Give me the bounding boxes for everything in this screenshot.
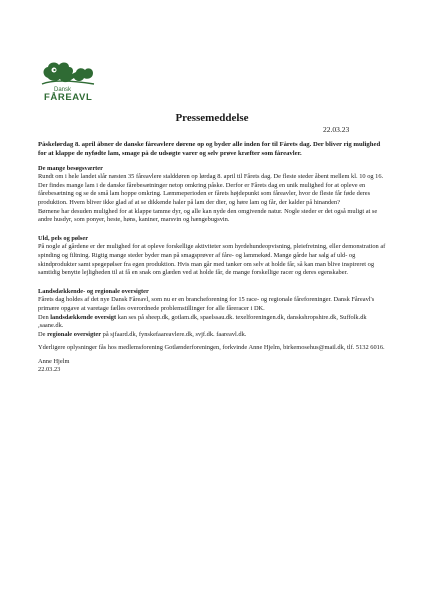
section-heading-hosts: De mange besøgsværter	[38, 164, 103, 172]
contact-paragraph: Yderligere oplysninger fås hos medlemsforening Gotlænderforeningen, forkvinde Anne Hjelm, birkemosehus@mail.dk, tlf. 5132 6016.	[38, 344, 385, 352]
bold-text: regionale oversigter	[47, 330, 102, 338]
lead-paragraph: Påskelørdag 8. april åbner de danske fåreavlere dørene op og byder alle inden for til Fårets dag. Der bliver rig mulighed for at klappe de nyfødte lam, smage på de udsøgte varer og selv prøve kræfter som fåreavler.	[38, 141, 381, 157]
paragraph: På nogle af gårdene er der mulighed for at opleve forskellige aktiviteter som hyrdehundeopvisning, pleiefretning, eller demonstration af spinding og filtning. Rigtig mange steder byder man på smagsprøver af fåre- og lammekød. Mange gårde har salg af uld- og skindprodukter samt spegepølser fra egen produktion. Hvis man går med tanker om selv at holde får, så kan man blive inspireret og samtidig benytte lejligheden til at få en snak om glæden ved at holde får, de mange forskellige racer og deres egenskaber.	[38, 243, 386, 277]
paragraph: Fårets dag holdes af det nye Dansk Fåreavl, som nu er en brancheforening for 15 race- og regionale fåreforeninger. Dansk Fåreavl's primære opgave at varetage fælles overordnede problemstillinger for alle fåreracer i DK.	[38, 296, 375, 312]
sheep-logo-icon	[38, 58, 98, 86]
signature-date: 22.03.23	[38, 366, 61, 374]
paragraph: Der findes mange lam i de danske fårebesætninger netop omkring påske. Derfor er Fårets dag en unik mulighed for at opleve en fårebesætning og se de små lam hoppe omkring. Læmmeperioden er fårets højdepunkt som fåreavler, hvor de fleste får føde deres produktion. Hvem bliver ikke glad af at se dikkende haler på lam der dier, og høre lam og får, der kalder på hinanden?	[38, 181, 371, 206]
text-run: De	[38, 330, 48, 338]
dansk-faareavl-logo	[38, 58, 102, 108]
text-run: på sjfaard.dk, fynskefaareavlere.dk, svjf.dk. faareavl.dk.	[101, 330, 247, 338]
bold-text: landsdækkende oversigt	[50, 313, 117, 321]
signature-name: Anne Hjelm	[38, 357, 70, 365]
document-body	[38, 141, 390, 375]
logo-text-small: Dansk	[54, 87, 72, 93]
text-run: kan ses på sheep.dk, gotlam.dk, spaelssau.dk. texelforeningen.dk, danskshropshire.dk, Suffolk.dk ,saane.dk.	[38, 313, 367, 330]
section-heading-wool: Uld, pels og pølser	[38, 234, 89, 242]
page-title: Pressemeddelse	[175, 112, 249, 124]
document-date: 22.03.23	[323, 125, 350, 134]
logo-text-big: FÅREAVL	[44, 92, 93, 103]
paragraph: Rundt om i hele landet slår næsten 35 fåreavlere stalddøren op lørdag 8. april til Fårets dag. De fleste steder åbent mellem kl. 10 og 16.	[38, 173, 384, 181]
paragraph: Børnene har desuden mulighed for at klappe tamme dyr, og alle kan nyde den omgivende natur. Nogle steder er det også muligt at se andre husdyr, som ponyer, heste, høns, kaniner, marsvin og hængebugsvin.	[38, 207, 378, 224]
section-heading-overviews: Landsdækkende- og regionale oversigter	[38, 287, 149, 295]
paragraph-national-overview	[38, 314, 390, 331]
paragraph-regional-overview	[38, 331, 390, 340]
text-run: Den	[38, 313, 51, 321]
